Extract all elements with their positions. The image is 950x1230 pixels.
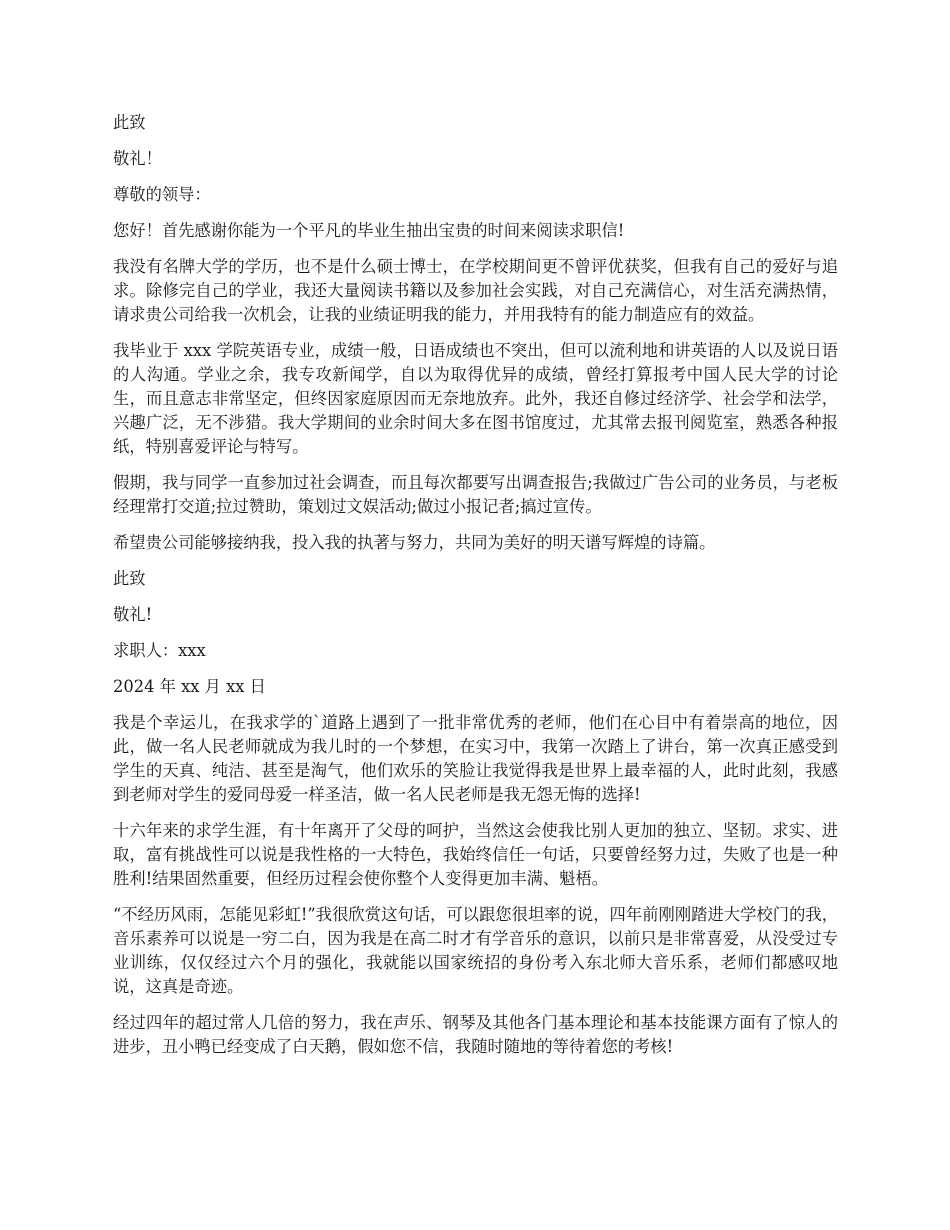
body-paragraph: 十六年来的求学生涯，有十年离开了父母的呵护，当然这会使我比别人更加的独立、坚韧。求实、进取，富有挑战性可以说是我性格的一大特色，我始终信任一句话，只要曾经努力过，失败了也是一种胜利!结果固然重要，但经历过程会使你整个人变得更加丰满、魁梧。 <box>113 821 838 888</box>
closing-salutation: 此致 <box>113 569 146 588</box>
applicant-signature: 求职人：xxx <box>113 641 206 660</box>
letter-date: 2024 年 xx 月 xx 日 <box>113 677 266 696</box>
body-paragraph: 我毕业于 xxx 学院英语专业，成绩一般，日语成绩也不突出，但可以流利地和讲英语的人以及说日语的人沟通。学业之余，我专攻新闻学，自以为取得优异的成绩，曾经打算报考中国人民大学的讨论生，而且意志非常坚定，但终因家庭原因而无奈地放弃。此外，我还自修过经济学、社会学和法学，兴趣广泛，无不涉猎。我大学期间的业余时间大多在图书馆度过，尤其常去报刊阅览室，熟悉各种报纸，特别喜爱评论与特写。 <box>113 341 838 456</box>
body-paragraph: “不经历风雨，怎能见彩虹!”我很欣赏这句话，可以跟您很坦率的说，四年前刚刚踏进大学校门的我，音乐素养可以说是一穷二白，因为我是在高二时才有学音乐的意识，以前只是非常喜爱，从没受过专业训练，仅仅经过六个月的强化，我就能以国家统招的身份考入东北师大音乐系，老师们都感叹地说，这真是奇迹。 <box>113 905 838 996</box>
greeting: 尊敬的领导： <box>113 185 211 204</box>
body-paragraph: 经过四年的超过常人几倍的努力，我在声乐、钢琴及其他各门基本理论和基本技能课方面有了惊人的进步，丑小鸭已经变成了白天鹅，假如您不信，我随时随地的等待着您的考核! <box>113 1013 838 1056</box>
body-paragraph: 假期，我与同学一直参加过社会调查，而且每次都要写出调查报告;我做过广告公司的业务员，与老板经理常打交道;拉过赞助，策划过文娱活动;做过小报记者;搞过宣传。 <box>113 473 838 516</box>
body-paragraph: 希望贵公司能够接纳我，投入我的执著与努力，共同为美好的明天谱写辉煌的诗篇。 <box>113 533 716 552</box>
document-body <box>113 111 838 1059</box>
closing-regards: 敬礼！ <box>113 149 162 168</box>
opening-paragraph: 您好！首先感谢你能为一个平凡的毕业生抽出宝贵的时间来阅读求职信! <box>113 221 625 240</box>
body-paragraph: 我是个幸运儿，在我求学的`道路上遇到了一批非常优秀的老师，他们在心目中有着崇高的地位，因此，做一名人民老师就成为我儿时的一个梦想，在实习中，我第一次踏上了讲台，第一次真正感受到学生的天真、纯洁、甚至是淘气，他们欢乐的笑脸让我觉得我是世界上最幸福的人，此时此刻，我感到老师对学生的爱同母爱一样圣洁，做一名人民老师是我无怨无悔的选择! <box>113 713 838 804</box>
closing-regards: 敬礼! <box>113 605 153 624</box>
body-paragraph: 我没有名牌大学的学历，也不是什么硕士博士，在学校期间更不曾评优获奖，但我有自己的爱好与追求。除修完自己的学业，我还大量阅读书籍以及参加社会实践，对自己充满信心，对生活充满热情，请求贵公司给我一次机会，让我的业绩证明我的能力，并用我特有的能力制造应有的效益。 <box>113 257 838 324</box>
closing-salutation: 此致 <box>113 113 146 132</box>
